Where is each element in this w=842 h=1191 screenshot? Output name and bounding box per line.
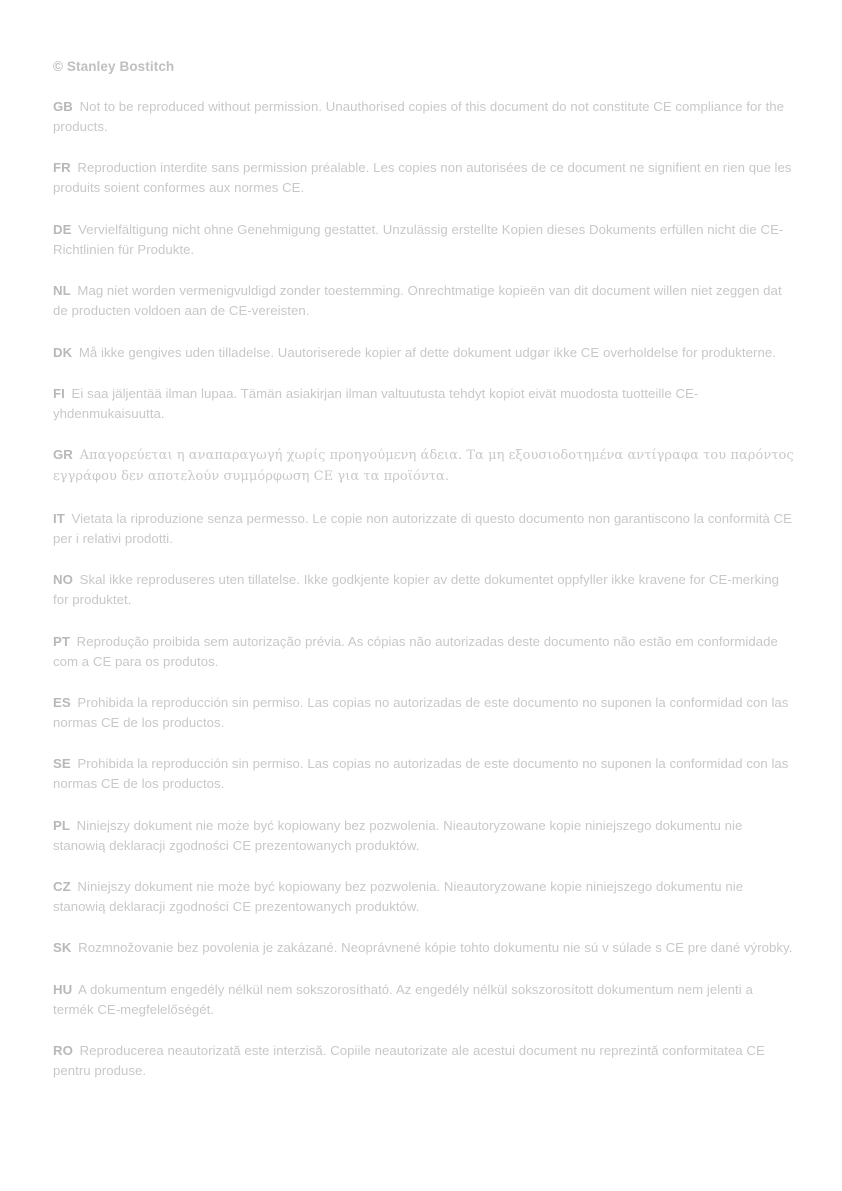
notice-nl xyxy=(53,281,795,321)
language-code: ES xyxy=(53,694,71,710)
language-code: GB xyxy=(53,99,73,114)
notice-text: Not to be reproduced without permission. Unauthorised copies of this document do not constitute CE compliance for the products. xyxy=(53,99,785,134)
language-code: SK xyxy=(53,940,72,956)
language-code: GR xyxy=(53,447,73,463)
notice-de xyxy=(53,220,795,260)
language-code: CZ xyxy=(53,879,71,895)
language-code: SE xyxy=(53,756,71,772)
notice-text: A dokumentum engedély nélkül nem sokszorosítható. Az engedély nélkül sokszorosított dokumentum nem jelenti a termék CE-megfelelőségét. xyxy=(53,981,753,1017)
notice-pl xyxy=(53,816,795,856)
notice-text: Reprodução proibida sem autorização prévia. As cópias não autorizadas deste documento não estão em conformidade com a CE para os produtos. xyxy=(53,633,778,669)
copyright-line: © Stanley Bostitch xyxy=(53,59,175,74)
notice-gr xyxy=(53,445,795,487)
language-code: NO xyxy=(53,572,73,588)
notice-es xyxy=(53,693,795,733)
notice-text: Απαγορεύεται η αναπαραγωγή χωρίς προηγούμενη άδεια. Τα μη εξουσιοδοτημένα αντίγραφα του παρόντος εγγράφου δεν αποτελούν συμμόρφωση CE για τα προϊόντα. xyxy=(53,448,794,485)
language-code: FR xyxy=(53,160,71,176)
notice-text: Reproducerea neautorizată este interzisă. Copiile neautorizate ale acestui document nu reprezintă conformitatea CE pentru produse. xyxy=(53,1043,765,1079)
document-page xyxy=(53,58,795,1103)
notice-fr xyxy=(53,158,795,198)
notice-pt xyxy=(53,632,795,672)
language-code: DK xyxy=(53,344,73,360)
language-code: PL xyxy=(53,817,70,833)
notice-se xyxy=(53,754,795,794)
notice-text: Mag niet worden vermenigvuldigd zonder toestemming. Onrechtmatige kopieën van dit document willen niet zeggen dat de producten voldoen aan de CE-vereisten. xyxy=(53,283,782,319)
notice-sk xyxy=(53,938,795,958)
notice-it xyxy=(53,509,795,549)
language-code: DE xyxy=(53,221,72,237)
notice-text: Prohibida la reproducción sin permiso. Las copias no autorizadas de este documento no suponen la conformidad con las normas CE de los productos. xyxy=(53,694,789,730)
language-code: IT xyxy=(53,510,65,526)
notice-text: Skal ikke reproduseres uten tillatelse. Ikke godkjente kopier av dette dokumentet oppfyller ikke kravene for CE-merking for produktet. xyxy=(53,572,779,608)
notice-dk xyxy=(53,343,795,363)
language-code: NL xyxy=(53,283,71,299)
notice-text: Prohibida la reproducción sin permiso. Las copias no autorizadas de este documento no suponen la conformidad con las normas CE de los productos. xyxy=(53,756,789,792)
language-code: RO xyxy=(53,1043,73,1059)
notice-text: Reproduction interdite sans permission préalable. Les copies non autorisées de ce document ne signifient en rien que les produits soient conformes aux normes CE. xyxy=(53,160,792,196)
notice-text: Vervielfältigung nicht ohne Genehmigung gestattet. Unzulässig erstellte Kopien dieses Dokuments erfüllen nicht die CE-Richtlinien für Produkte. xyxy=(53,221,784,257)
notice-hu xyxy=(53,980,795,1020)
notice-text: Rozmnožovanie bez povolenia je zakázané. Neoprávnené kópie tohto dokumentu nie sú v súlade s CE pre dané výrobky. xyxy=(78,940,793,956)
language-code: HU xyxy=(53,981,73,997)
notice-fi xyxy=(53,384,795,424)
language-code: PT xyxy=(53,633,70,649)
notice-no xyxy=(53,570,795,610)
notice-gb xyxy=(53,97,795,137)
notice-ro xyxy=(53,1041,795,1081)
notice-text: Vietata la riproduzione senza permesso. Le copie non autorizzate di questo documento non garantiscono la conformità CE per i relativi prodotti. xyxy=(53,510,792,546)
notice-text: Må ikke gengives uden tilladelse. Uautoriserede kopier af dette dokument udgør ikke CE overholdelse for produkterne. xyxy=(78,344,776,360)
notice-cz xyxy=(53,877,795,917)
notice-text: Ei saa jäljentää ilman lupaa. Tämän asiakirjan ilman valtuutusta tehdyt kopiot eivät muodosta tuotteille CE-yhdenmukaisuutta. xyxy=(53,385,699,421)
notice-text: Niniejszy dokument nie może być kopiowany bez pozwolenia. Nieautoryzowane kopie niniejszego dokumentu nie stanowią deklaracji zgodności CE prezentowanych produktów. xyxy=(53,817,743,853)
language-code: FI xyxy=(53,385,65,401)
notice-text: Niniejszy dokument nie może być kopiowany bez pozwolenia. Nieautoryzowane kopie niniejszego dokumentu nie stanowią deklaracji zgodności CE prezentowanych produktów. xyxy=(53,879,744,915)
